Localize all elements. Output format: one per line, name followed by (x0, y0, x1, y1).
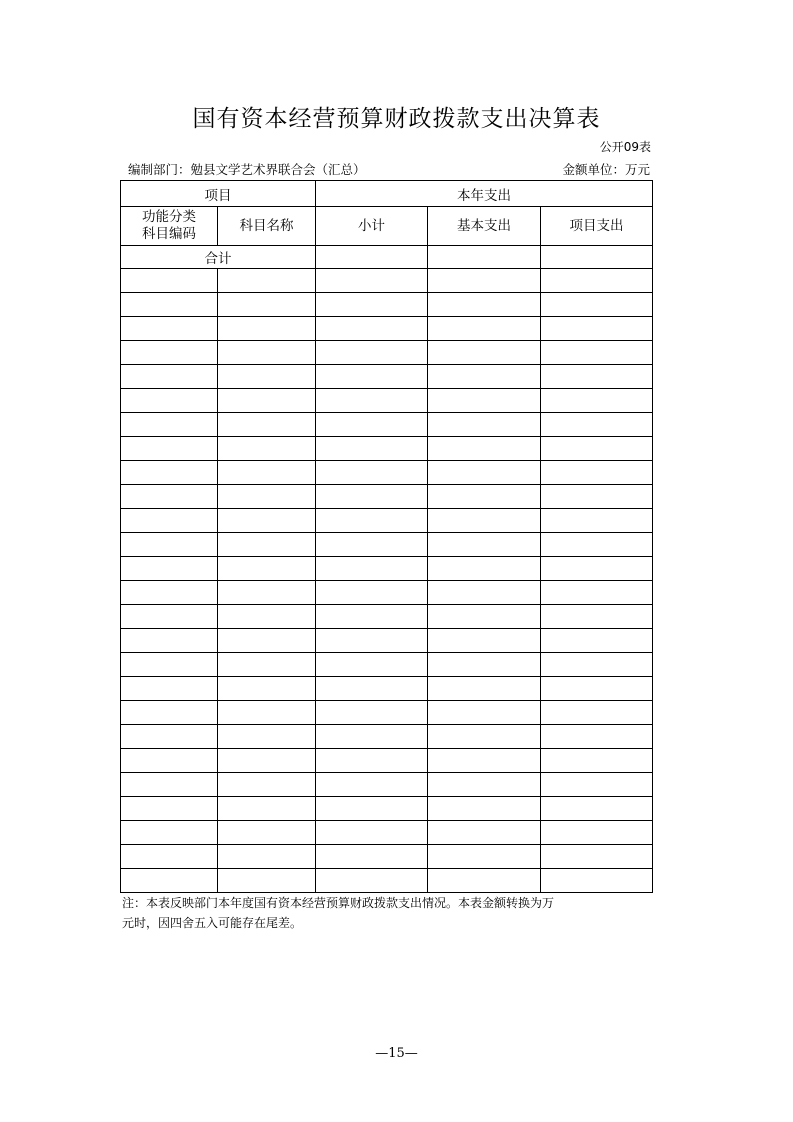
table-row (121, 869, 653, 893)
basic-cell (428, 605, 541, 629)
code-cell (121, 773, 218, 797)
project-cell (541, 797, 653, 821)
header-function-code-line1: 功能分类 (142, 209, 196, 225)
table-row (121, 269, 653, 293)
table-row (121, 749, 653, 773)
project-cell (541, 749, 653, 773)
subtotal-cell (316, 725, 428, 749)
header-item: 项目 (121, 181, 316, 207)
page-title: 国有资本经营预算财政拨款支出决算表 (192, 106, 601, 132)
code-cell (121, 581, 218, 605)
project-cell (541, 773, 653, 797)
basic-cell (428, 389, 541, 413)
table-row (121, 701, 653, 725)
project-cell (541, 869, 653, 893)
project-cell (541, 533, 653, 557)
basic-cell (428, 509, 541, 533)
header-function-code-line2: 科目编码 (142, 226, 196, 242)
header-row-2 (121, 207, 653, 246)
subtotal-cell (316, 557, 428, 581)
name-cell (218, 821, 316, 845)
basic-cell (428, 869, 541, 893)
subtotal-cell (316, 485, 428, 509)
table-row (121, 653, 653, 677)
footnote-line-2: 元时，因四舍五入可能存在尾差。 (122, 916, 303, 930)
code-cell (121, 533, 218, 557)
unit-label: 金额单位：万元 (562, 162, 650, 177)
basic-cell (428, 773, 541, 797)
table-row (121, 581, 653, 605)
code-cell (121, 821, 218, 845)
name-cell (218, 389, 316, 413)
project-cell (541, 293, 653, 317)
basic-cell (428, 269, 541, 293)
header-basic-expenditure: 基本支出 (428, 207, 541, 246)
code-cell (121, 845, 218, 869)
code-cell (121, 677, 218, 701)
name-cell (218, 293, 316, 317)
table-row (121, 341, 653, 365)
table-row (121, 797, 653, 821)
code-cell (121, 701, 218, 725)
basic-cell (428, 821, 541, 845)
name-cell (218, 725, 316, 749)
expenditure-table (120, 180, 653, 893)
name-cell (218, 461, 316, 485)
name-cell (218, 413, 316, 437)
project-cell (541, 509, 653, 533)
code-cell (121, 869, 218, 893)
project-cell (541, 725, 653, 749)
department-label: 编制部门：勉县文学艺术界联合会（汇总） (128, 162, 366, 177)
header-row-1 (121, 181, 653, 207)
project-cell (541, 629, 653, 653)
name-cell (218, 317, 316, 341)
project-cell (541, 677, 653, 701)
code-cell (121, 557, 218, 581)
code-cell (121, 749, 218, 773)
header-function-code (121, 207, 218, 246)
table-row (121, 677, 653, 701)
basic-cell (428, 749, 541, 773)
table-row (121, 317, 653, 341)
table-row (121, 533, 653, 557)
name-cell (218, 797, 316, 821)
table-row (121, 365, 653, 389)
name-cell (218, 341, 316, 365)
subtotal-cell (316, 437, 428, 461)
name-cell (218, 749, 316, 773)
name-cell (218, 581, 316, 605)
basic-cell (428, 701, 541, 725)
project-cell (541, 845, 653, 869)
basic-cell (428, 797, 541, 821)
project-cell (541, 701, 653, 725)
table-row (121, 605, 653, 629)
table-row (121, 629, 653, 653)
code-cell (121, 341, 218, 365)
header-subject-name: 科目名称 (218, 207, 316, 246)
name-cell (218, 365, 316, 389)
basic-cell (428, 581, 541, 605)
subtotal-cell (316, 749, 428, 773)
meta-row (128, 160, 650, 178)
table-row (121, 725, 653, 749)
project-cell (541, 413, 653, 437)
basic-cell (428, 461, 541, 485)
subtotal-cell (316, 509, 428, 533)
subtotal-cell (316, 269, 428, 293)
total-project-cell (541, 246, 653, 269)
table-row (121, 293, 653, 317)
subtotal-cell (316, 701, 428, 725)
project-cell (541, 317, 653, 341)
code-cell (121, 293, 218, 317)
basic-cell (428, 485, 541, 509)
code-cell (121, 437, 218, 461)
table-row (121, 773, 653, 797)
form-code: 公开09表 (599, 140, 651, 154)
name-cell (218, 701, 316, 725)
name-cell (218, 269, 316, 293)
name-cell (218, 605, 316, 629)
total-basic-cell (428, 246, 541, 269)
project-cell (541, 341, 653, 365)
subtotal-cell (316, 461, 428, 485)
basic-cell (428, 365, 541, 389)
name-cell (218, 437, 316, 461)
total-label: 合计 (121, 246, 316, 269)
basic-cell (428, 653, 541, 677)
name-cell (218, 485, 316, 509)
basic-cell (428, 341, 541, 365)
subtotal-cell (316, 341, 428, 365)
subtotal-cell (316, 389, 428, 413)
table-row (121, 437, 653, 461)
name-cell (218, 653, 316, 677)
basic-cell (428, 533, 541, 557)
subtotal-cell (316, 413, 428, 437)
project-cell (541, 365, 653, 389)
table-row (121, 461, 653, 485)
basic-cell (428, 293, 541, 317)
subtotal-cell (316, 365, 428, 389)
subtotal-cell (316, 317, 428, 341)
project-cell (541, 821, 653, 845)
total-row (121, 246, 653, 269)
code-cell (121, 653, 218, 677)
subtotal-cell (316, 821, 428, 845)
code-cell (121, 269, 218, 293)
basic-cell (428, 629, 541, 653)
subtotal-cell (316, 293, 428, 317)
page-number: —15— (375, 1046, 418, 1061)
code-cell (121, 485, 218, 509)
header-project-expenditure: 项目支出 (541, 207, 653, 246)
code-cell (121, 797, 218, 821)
basic-cell (428, 557, 541, 581)
code-cell (121, 461, 218, 485)
subtotal-cell (316, 797, 428, 821)
code-cell (121, 629, 218, 653)
basic-cell (428, 317, 541, 341)
code-cell (121, 413, 218, 437)
subtotal-cell (316, 773, 428, 797)
subtotal-cell (316, 869, 428, 893)
project-cell (541, 605, 653, 629)
table-row (121, 557, 653, 581)
footnote-line-1: 注：本表反映部门本年度国有资本经营预算财政拨款支出情况。本表金额转换为万 (122, 896, 555, 910)
project-cell (541, 269, 653, 293)
header-subtotal: 小计 (316, 207, 428, 246)
project-cell (541, 581, 653, 605)
project-cell (541, 461, 653, 485)
basic-cell (428, 725, 541, 749)
table-row (121, 485, 653, 509)
subtotal-cell (316, 653, 428, 677)
name-cell (218, 677, 316, 701)
project-cell (541, 389, 653, 413)
basic-cell (428, 413, 541, 437)
table-row (121, 413, 653, 437)
name-cell (218, 533, 316, 557)
subtotal-cell (316, 677, 428, 701)
code-cell (121, 365, 218, 389)
name-cell (218, 629, 316, 653)
table-row (121, 845, 653, 869)
name-cell (218, 773, 316, 797)
code-cell (121, 317, 218, 341)
basic-cell (428, 437, 541, 461)
name-cell (218, 509, 316, 533)
code-cell (121, 389, 218, 413)
subtotal-cell (316, 533, 428, 557)
project-cell (541, 653, 653, 677)
total-subtotal-cell (316, 246, 428, 269)
code-cell (121, 605, 218, 629)
subtotal-cell (316, 629, 428, 653)
name-cell (218, 557, 316, 581)
project-cell (541, 485, 653, 509)
table-row (121, 389, 653, 413)
code-cell (121, 725, 218, 749)
name-cell (218, 845, 316, 869)
table-row (121, 509, 653, 533)
subtotal-cell (316, 845, 428, 869)
basic-cell (428, 845, 541, 869)
subtotal-cell (316, 581, 428, 605)
table-row (121, 821, 653, 845)
name-cell (218, 869, 316, 893)
project-cell (541, 557, 653, 581)
basic-cell (428, 677, 541, 701)
project-cell (541, 437, 653, 461)
footnote (122, 893, 654, 933)
code-cell (121, 509, 218, 533)
header-current-year-expenditure: 本年支出 (316, 181, 653, 207)
subtotal-cell (316, 605, 428, 629)
